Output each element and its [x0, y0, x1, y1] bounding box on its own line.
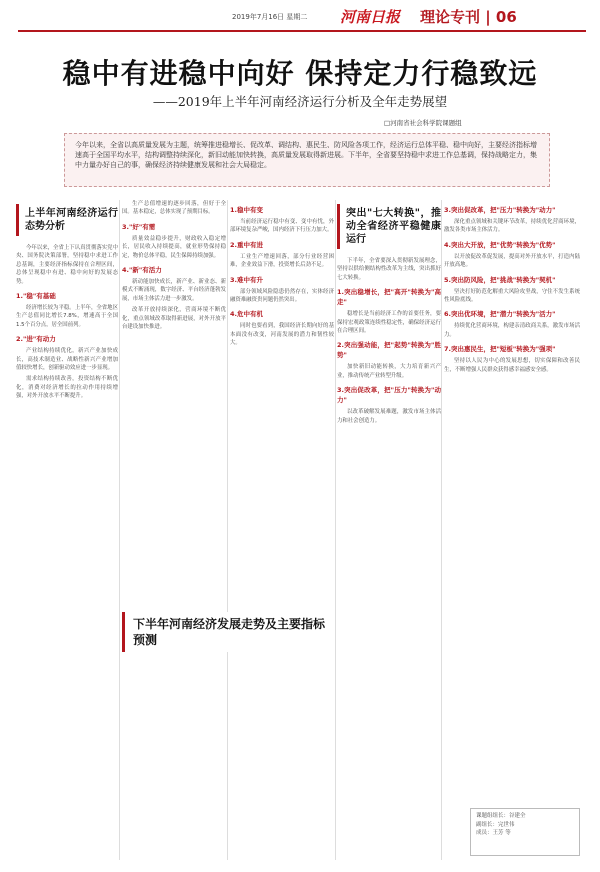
section-heading: 4.突出大开放，把"优势"转换为"优势" [444, 240, 556, 249]
credit-line: 成员：王芳 等 [476, 830, 511, 836]
credit-line: 副组长：完世伟 [476, 821, 515, 828]
column-divider [119, 200, 120, 860]
paragraph: 下半年，全省要深入贯彻新发展理念，坚持以供给侧结构性改革为主线，突出抓好七大转换。 [337, 258, 441, 281]
abstract-box: 今年以来，全省以高质量发展为主题，统筹推进稳增长、促改革、调结构、惠民生、防风险各项工作，经济运行总体平稳、稳中向好，主要经济指标增速高于全国平均水平，结构调整持续深化，新旧动能加快转换，高质量发展取得新进展。下半年，全省要坚持稳中求进工作总基调，保持战略定力，集中力量办好自己的事，确保经济持续健康发展和社会大局稳定。 [64, 133, 550, 187]
paragraph: 新动能加快成长，新产业、新业态、新模式不断涌现，数字经济、平台经济蓬勃发展，市场主体活力进一步激发。 [122, 279, 226, 302]
paragraph: 稳增长是当前经济工作的首要任务，要保持宏观政策连续性稳定性，确保经济运行在合理区间。 [337, 311, 441, 335]
section-heading: 4.危中有机 [230, 310, 263, 319]
paragraph: 持续优化营商环境，构建亲清政商关系，激发市场活力。 [444, 323, 580, 338]
masthead [0, 0, 600, 36]
headline: 稳中有进稳中向好 保持定力行稳致远 [62, 57, 538, 90]
section-subtitle: 突出"七大转换"，推动全省经济平稳健康运行 [337, 204, 441, 249]
byline: □河南省社会科学院课题组 [384, 119, 462, 127]
section-title: 理论专刊 | 06 [420, 8, 517, 26]
article-column-5 [444, 200, 580, 860]
paragraph: 坚持以人民为中心的发展思想，切实保障和改善民生，不断增强人民群众获得感幸福感安全感。 [444, 358, 580, 373]
masthead-rule [18, 30, 586, 32]
subheadline: ——2019年上半年河南经济运行分析及全年走势展望 [152, 94, 448, 109]
section-heading: 6.突出优环境，把"潜力"转换为"活力" [444, 310, 556, 319]
credit-line: 课题组组长：谷建全 [476, 813, 526, 819]
section-subtitle: 上半年河南经济运行态势分析 [16, 204, 118, 236]
section-heading: 2.重中有进 [230, 240, 263, 249]
paragraph: 以改革破解发展难题，激发市场主体活力和社会创造力。 [337, 409, 441, 424]
issue-date: 2019年7月16日 星期二 [232, 13, 308, 21]
section-heading: 2.突出强动能，把"起势"转换为"胜势" [337, 341, 441, 360]
paragraph: 生产总值增速的逐步回落，但好于全国。基本稳定，总体实现了预期目标。 [122, 201, 226, 216]
newspaper-logo: 河南日报 [340, 8, 401, 26]
article-column-1 [16, 200, 118, 760]
paragraph: 今年以来，全省上下认真贯彻落实党中央、国务院决策部署，坚持稳中求进工作总基调，主要经济指标保持在合理区间，总体呈现稳中有进、稳中向好的发展态势。 [16, 245, 118, 285]
section-heading: 3.突出促改革，把"压力"转换为"动力" [337, 386, 441, 405]
paragraph: 加快新旧动能转换，大力培育新兴产业，推动传统产业转型升级。 [337, 364, 441, 379]
paragraph: 当前经济运行稳中有变、变中有忧，外部环境复杂严峻，国内经济下行压力加大。 [230, 219, 334, 234]
section-heading: 2."进"有动力 [16, 335, 56, 344]
paragraph: 工业生产增速回落，部分行业经营困难，企业效益下滑，投资增长后劲不足。 [230, 253, 334, 269]
section-subtitle-center: 下半年河南经济发展走势及主要指标预测 [122, 612, 334, 652]
paragraph: 改革开放持续深化，营商环境不断优化，重点领域改革取得新进展，对外开放平台建设加快推进。 [122, 307, 226, 331]
paragraph: 部分领域风险隐患仍然存在，实体经济融资难融资贵问题仍然突出。 [230, 288, 334, 304]
column-divider [227, 200, 228, 860]
column-divider [441, 200, 442, 860]
paragraph: 质量效益稳步提升，财政收入稳定增长，居民收入持续提高，就业形势保持稳定，物价总体平稳，民生保障持续加强。 [122, 235, 226, 259]
section-heading: 3."好"有需 [122, 222, 156, 231]
paragraph: 以开放促改革促发展，提高对外开放水平，打造内陆开放高地。 [444, 253, 580, 269]
article-column-2 [122, 200, 226, 860]
section-heading: 1."稳"有基础 [16, 292, 56, 301]
paragraph: 需求结构持续改善，投资结构不断优化，消费对经济增长的拉动作用持续增强，对外开放水平不断提升。 [16, 376, 118, 400]
section-heading: 3.突出促改革，把"压力"转换为"动力" [444, 206, 556, 214]
section-heading: 7.突出惠民生，把"短板"转换为"强项" [444, 345, 556, 354]
section-heading: 1.稳中有变 [230, 206, 263, 214]
section-heading: 3.难中有升 [230, 275, 263, 284]
article-column-4 [337, 200, 441, 860]
article-column-3 [230, 200, 334, 860]
paragraph: 坚决打好防范化解重大风险攻坚战，守住不发生系统性风险底线。 [444, 288, 580, 304]
section-heading: 4."新"有活力 [122, 266, 162, 275]
paragraph: 深化重点领域和关键环节改革，持续优化营商环境，激发各类市场主体活力。 [444, 219, 580, 234]
paragraph: 经济增长较为平稳。上半年，全省地区生产总值同比增长7.8%，增速高于全国1.5个百分点，居全国前列。 [16, 305, 118, 328]
column-divider [335, 200, 336, 860]
section-heading: 1.突出稳增长，把"高开"转换为"高走" [337, 288, 441, 307]
paragraph: 产业结构持续优化，新兴产业加快成长，高技术制造业、战略性新兴产业增加值较快增长，创新驱动效应进一步显现。 [16, 348, 118, 372]
credit-box [470, 808, 580, 856]
paragraph: 同时也要看到，我国经济长期向好的基本面没有改变，河南发展的潜力和韧性较大。 [230, 323, 334, 347]
section-heading: 5.突出防风险，把"挑战"转换为"契机" [444, 275, 556, 284]
